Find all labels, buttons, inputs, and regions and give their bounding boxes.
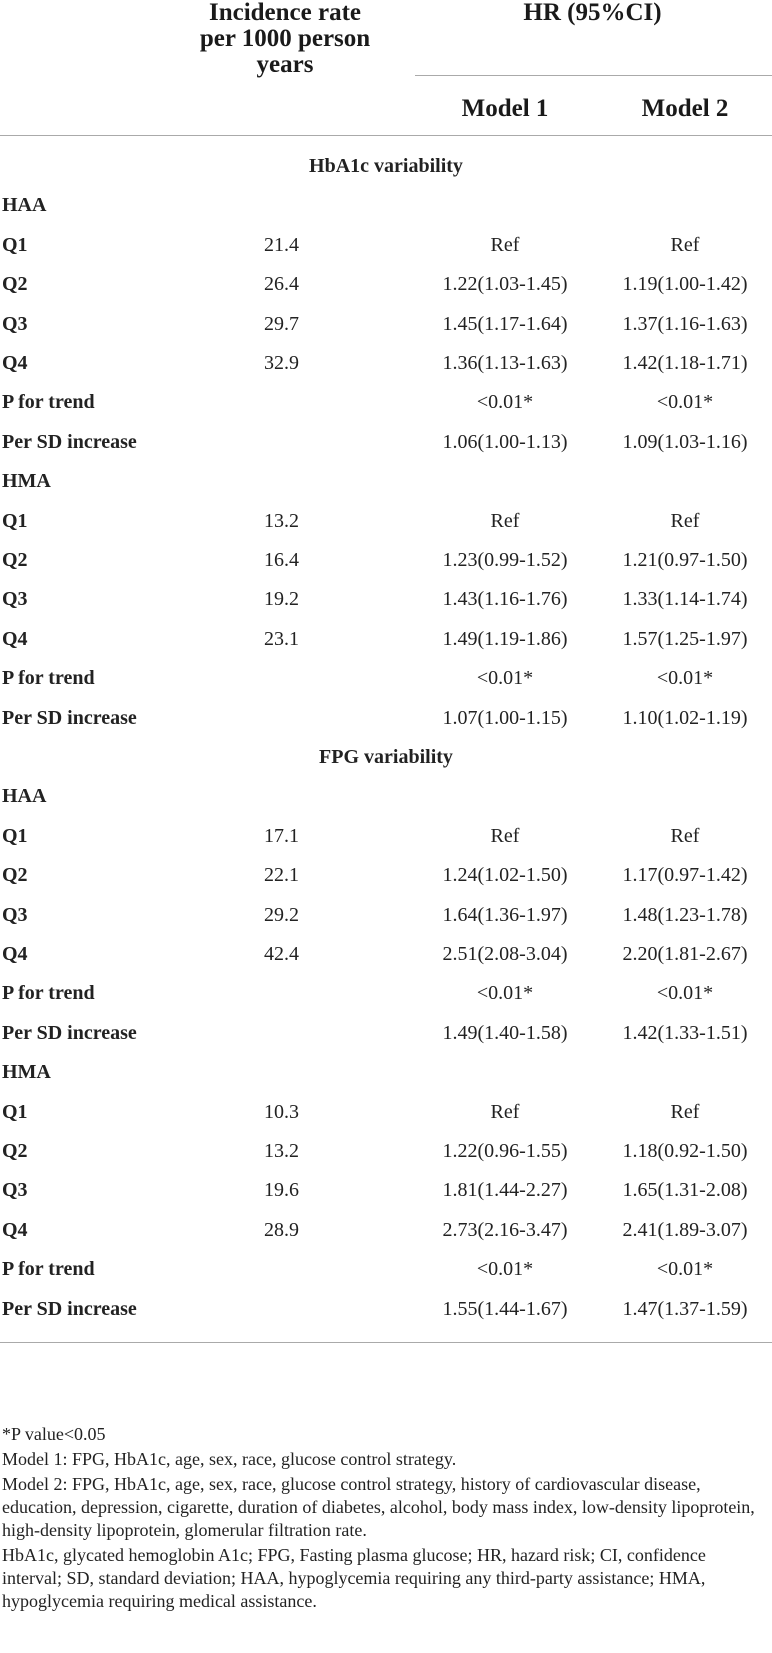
- model1-cell: Ref: [490, 824, 520, 847]
- model1-cell: 1.43(1.16-1.76): [442, 588, 568, 611]
- row-label: Per SD increase: [2, 430, 137, 453]
- table-row: [0, 308, 772, 340]
- row-label: Q3: [2, 312, 28, 335]
- row-label: Q4: [2, 352, 28, 374]
- row-label: Q4: [2, 627, 28, 650]
- row-label: Per SD increase: [2, 1297, 137, 1320]
- model2-cell: 1.18(0.92-1.50): [622, 1140, 748, 1162]
- incidence-cell: 23.1: [264, 627, 299, 650]
- model2-cell: 1.17(0.97-1.42): [622, 864, 748, 887]
- model2-cell: 1.09(1.03-1.16): [622, 430, 748, 453]
- footnote: *P value<0.05: [2, 1424, 106, 1444]
- model1-cell: 1.49(1.19-1.86): [442, 627, 568, 650]
- table-row: [0, 1096, 772, 1128]
- incidence-cell: 17.1: [264, 824, 299, 847]
- model1-cell: 1.23(0.99-1.52): [442, 549, 568, 571]
- incidence-cell: 19.2: [264, 588, 299, 611]
- table-row: [0, 583, 772, 615]
- row-label: P for trend: [2, 391, 95, 414]
- group-label-row: [0, 189, 772, 221]
- incidence-cell: 13.2: [264, 509, 299, 532]
- table-row: [0, 347, 772, 379]
- model2-cell: 1.48(1.23-1.78): [622, 903, 748, 926]
- group-label: HMA: [2, 1061, 51, 1084]
- header-bottom-rule: [0, 135, 772, 136]
- table-row: [0, 386, 772, 418]
- group-label: HMA: [2, 470, 51, 493]
- model2-cell: 1.47(1.37-1.59): [622, 1297, 748, 1320]
- table-row: [0, 1214, 772, 1246]
- model1-cell: 1.64(1.36-1.97): [442, 903, 568, 926]
- table-bottom-rule: [0, 1342, 772, 1343]
- model2-cell: Ref: [670, 233, 700, 256]
- incidence-cell: 22.1: [264, 864, 299, 887]
- incidence-cell: 28.9: [264, 1218, 299, 1241]
- incidence-cell: 10.3: [264, 1100, 299, 1123]
- table-row: [0, 662, 772, 694]
- row-label: Q3: [2, 1179, 28, 1202]
- model2-header: Model 2: [641, 95, 729, 122]
- table-row: [0, 859, 772, 891]
- row-label: Q2: [2, 549, 28, 571]
- model2-cell: 1.57(1.25-1.97): [622, 627, 748, 650]
- table-row: [0, 938, 772, 970]
- incidence-cell: 26.4: [264, 273, 299, 296]
- model1-cell: 2.73(2.16-3.47): [442, 1218, 568, 1241]
- model1-cell: <0.01*: [476, 667, 534, 690]
- model1-cell: 1.36(1.13-1.63): [442, 352, 568, 374]
- model1-cell: 1.49(1.40-1.58): [442, 1021, 568, 1044]
- table-row: [0, 820, 772, 852]
- table-row: [0, 229, 772, 261]
- model1-cell: Ref: [490, 1100, 520, 1123]
- model2-cell: <0.01*: [656, 982, 714, 1005]
- model2-cell: 1.37(1.16-1.63): [622, 312, 748, 335]
- footnote: HbA1c, glycated hemoglobin A1c; FPG, Fasting plasma glucose; HR, hazard risk; CI, confidence interval; SD, standard deviation; HAA, hypoglycemia requiring any third-party assistance; HMA, hypoglycemia requiring medical assistance.: [2, 1545, 706, 1611]
- row-label: Per SD increase: [2, 1021, 137, 1044]
- row-label: Q3: [2, 588, 28, 611]
- row-label: Per SD increase: [2, 706, 137, 729]
- model2-cell: 1.65(1.31-2.08): [622, 1179, 748, 1202]
- incidence-cell: 13.2: [264, 1140, 299, 1162]
- model2-cell: <0.01*: [656, 667, 714, 690]
- group-label: HAA: [2, 785, 47, 808]
- row-label: Q2: [2, 1140, 28, 1162]
- table-row: [0, 1253, 772, 1285]
- model2-cell: 1.10(1.02-1.19): [622, 706, 748, 729]
- model1-cell: Ref: [490, 509, 520, 532]
- model2-cell: Ref: [670, 509, 700, 532]
- model1-cell: 1.55(1.44-1.67): [442, 1297, 568, 1320]
- model1-cell: <0.01*: [476, 982, 534, 1005]
- group-label-row: [0, 1056, 772, 1088]
- model1-cell: <0.01*: [476, 391, 534, 414]
- table-row: [0, 702, 772, 734]
- model1-cell: Ref: [490, 233, 520, 256]
- section-title: FPG variability: [319, 746, 453, 768]
- row-label: Q1: [2, 233, 28, 256]
- row-label: Q2: [2, 273, 28, 296]
- row-label: P for trend: [2, 667, 95, 690]
- table-row: [0, 899, 772, 931]
- incidence-cell: 16.4: [264, 549, 299, 571]
- table-row: [0, 623, 772, 655]
- model1-cell: 1.24(1.02-1.50): [442, 864, 568, 887]
- model1-cell: 1.81(1.44-2.27): [442, 1179, 568, 1202]
- table-row: [0, 1135, 772, 1167]
- model2-cell: 1.42(1.33-1.51): [622, 1021, 748, 1044]
- row-label: Q1: [2, 824, 28, 847]
- group-label-row: [0, 780, 772, 812]
- model1-cell: 1.22(1.03-1.45): [442, 273, 568, 296]
- incidence-header: Incidence rate per 1000 person years: [199, 0, 371, 78]
- row-label: Q4: [2, 1218, 28, 1241]
- table-row: [0, 426, 772, 458]
- model2-cell: <0.01*: [656, 1258, 714, 1281]
- incidence-cell: 19.6: [264, 1179, 299, 1202]
- table-row: [0, 1174, 772, 1206]
- incidence-cell: 29.2: [264, 903, 299, 926]
- model2-cell: 1.33(1.14-1.74): [622, 588, 748, 611]
- footnote: Model 1: FPG, HbA1c, age, sex, race, glucose control strategy.: [2, 1449, 457, 1469]
- table-row: [0, 544, 772, 576]
- row-label: Q1: [2, 509, 28, 532]
- model2-cell: 1.42(1.18-1.71): [622, 352, 748, 374]
- group-label-row: [0, 465, 772, 497]
- model1-cell: 1.06(1.00-1.13): [442, 430, 568, 453]
- incidence-cell: 29.7: [264, 312, 299, 335]
- section-title: HbA1c variability: [309, 155, 463, 177]
- model1-cell: 1.45(1.17-1.64): [442, 312, 568, 335]
- row-label: P for trend: [2, 982, 95, 1005]
- model2-cell: 2.41(1.89-3.07): [622, 1218, 748, 1241]
- hr-underline: [415, 75, 772, 76]
- incidence-cell: 32.9: [264, 352, 299, 374]
- row-label: Q3: [2, 903, 28, 926]
- table-row: [0, 1017, 772, 1049]
- model1-cell: 2.51(2.08-3.04): [442, 943, 568, 965]
- model2-cell: 1.19(1.00-1.42): [622, 273, 748, 296]
- model1-cell: 1.22(0.96-1.55): [442, 1140, 568, 1162]
- row-label: Q2: [2, 864, 28, 887]
- table-row: [0, 977, 772, 1009]
- group-label: HAA: [2, 194, 47, 217]
- incidence-cell: 21.4: [264, 233, 299, 256]
- row-label: P for trend: [2, 1258, 95, 1281]
- table-row: [0, 505, 772, 537]
- model1-cell: <0.01*: [476, 1258, 534, 1281]
- model2-cell: Ref: [670, 1100, 700, 1123]
- model2-cell: 2.20(1.81-2.67): [622, 943, 748, 965]
- row-label: Q4: [2, 943, 28, 965]
- incidence-cell: 42.4: [264, 943, 299, 965]
- model2-cell: Ref: [670, 824, 700, 847]
- footnote: Model 2: FPG, HbA1c, age, sex, race, glucose control strategy, history of cardiovascular disease, education, depression, cigarette, duration of diabetes, alcohol, body mass index, low-density lipoprotein, high-density lipoprotein, glomerular filtration rate.: [2, 1474, 755, 1540]
- footnotes: [2, 1423, 770, 1615]
- hr-header: HR (95%CI): [523, 0, 662, 26]
- row-label: Q1: [2, 1100, 28, 1123]
- model2-cell: <0.01*: [656, 391, 714, 414]
- model1-header: Model 1: [461, 95, 549, 122]
- table-row: [0, 1293, 772, 1325]
- table-row: [0, 268, 772, 300]
- model2-cell: 1.21(0.97-1.50): [622, 549, 748, 571]
- model1-cell: 1.07(1.00-1.15): [442, 706, 568, 729]
